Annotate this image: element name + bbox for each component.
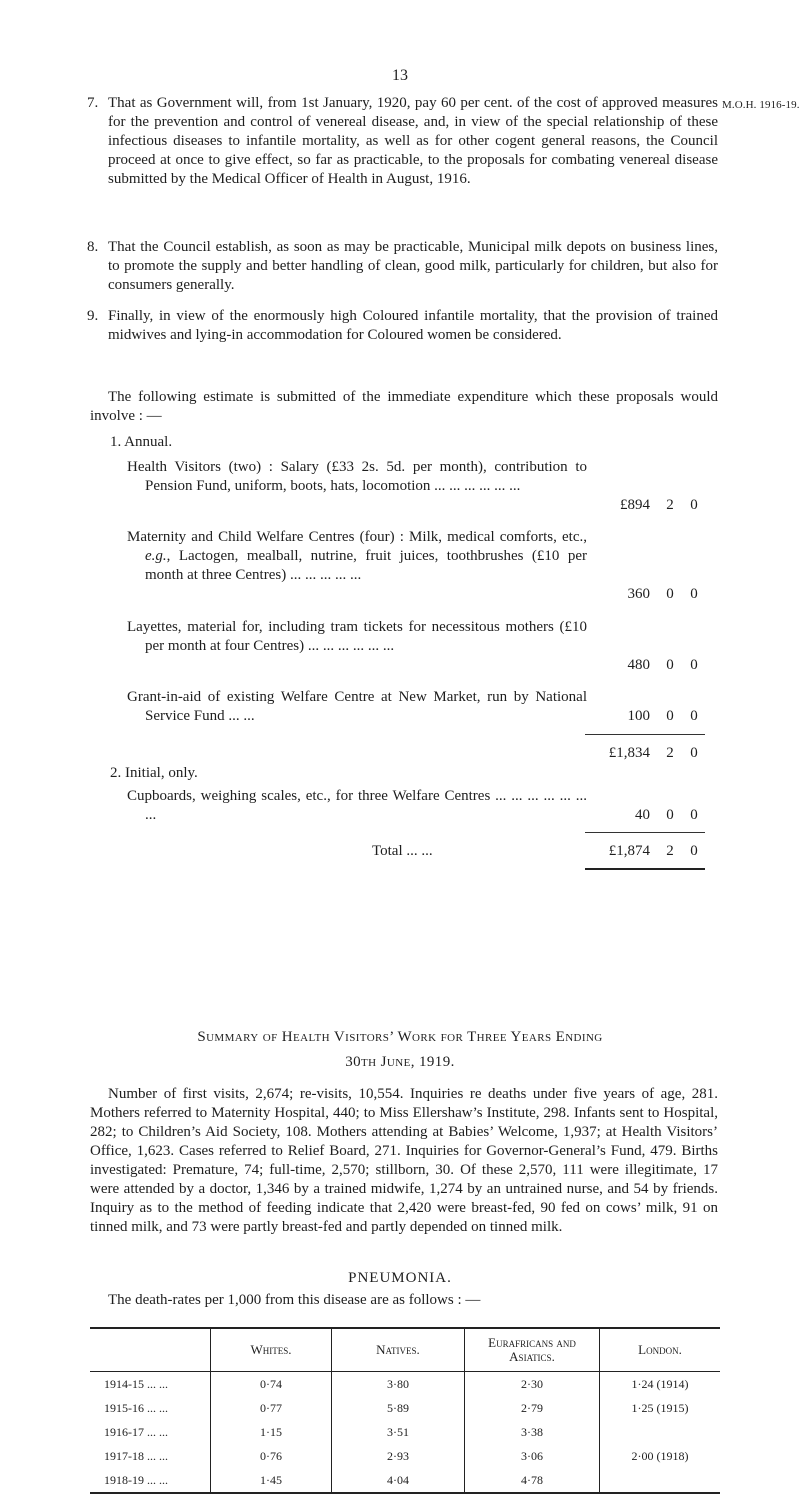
pence: 0 <box>690 657 698 673</box>
table-cell: 3·38 <box>465 1420 600 1444</box>
margin-note: M.O.H. 1916-19. <box>722 99 800 111</box>
table-cell: 2·93 <box>332 1444 465 1468</box>
total-rule <box>585 832 705 833</box>
table-cell: 5·89 <box>332 1396 465 1420</box>
recommendation-text: That as Government will, from 1st January, 1920, pay 60 per cent. of the cost of approved measures for the prevention and control of venereal disease, and, in view of the special relationship of these infectious diseases to infantile mortality, as well as for other cogent general reasons, the Council proceed at once to give effect, so far as practicable, to the proposals for combating venereal disease submitted by the Medical Officer of Health in August, 1916. <box>108 95 718 187</box>
recommendation-7 <box>87 94 718 189</box>
expense-item-health-visitors: Health Visitors (two) : Salary (£33 2s. 5d. per month), contribution to Pension Fund, uniform, boots, hats, locomotion ... ... ... ... ... ... <box>127 459 587 494</box>
table-cell: 0·76 <box>211 1444 332 1468</box>
table-cell <box>600 1420 721 1444</box>
shillings: 0 <box>666 586 674 602</box>
shillings: 0 <box>666 657 674 673</box>
table-cell: 3·06 <box>465 1444 600 1468</box>
recommendation-9 <box>87 307 718 345</box>
table-row <box>90 1372 720 1397</box>
pounds: £1,874 <box>608 843 650 859</box>
total-double-rule <box>585 868 705 870</box>
recommendation-text: That the Council establish, as soon as may be practicable, Municipal milk depots on business lines, to promote the supply and better handling of clean, good milk, particularly for children, but also for consumers generally. <box>108 239 718 293</box>
expense-item-welfare-centres: Maternity and Child Welfare Centres (four) : Milk, medical comforts, etc., e.g., Lactogen, mealball, nutrine, fruit juices, toothbrushes (£10 per month at three Centres) ... ... ... ... ... <box>127 529 587 583</box>
subtotal-rule <box>585 734 705 735</box>
shillings: 0 <box>666 708 674 724</box>
shillings: 2 <box>666 843 674 859</box>
table-cell: 1·25 (1915) <box>600 1396 721 1420</box>
recommendation-number: 8. <box>87 239 99 255</box>
table-row <box>90 1396 720 1420</box>
table-cell: 2·79 <box>465 1396 600 1420</box>
pence: 0 <box>690 807 698 823</box>
pneumonia-title: PNEUMONIA. <box>348 1270 452 1286</box>
column-header <box>90 1328 211 1372</box>
column-header: Natives. <box>332 1328 465 1372</box>
table-cell <box>600 1468 721 1493</box>
shillings: 2 <box>666 497 674 513</box>
pneumonia-death-rate-table <box>90 1327 720 1494</box>
shillings: 2 <box>666 745 674 761</box>
table-cell: 4·78 <box>465 1468 600 1493</box>
pence: 0 <box>690 745 698 761</box>
pounds: £1,834 <box>608 745 650 761</box>
column-header: London. <box>600 1328 721 1372</box>
estimate-intro: The following estimate is submitted of the immediate expenditure which these proposals would involve : — <box>90 389 718 424</box>
pounds: £894 <box>620 497 650 513</box>
table-cell: 1·45 <box>211 1468 332 1493</box>
table-header-row <box>90 1328 720 1372</box>
pence: 0 <box>690 843 698 859</box>
table-cell: 0·74 <box>211 1372 332 1397</box>
summary-text: Number of first visits, 2,674; re-visits, 10,554. Inquiries re deaths under five years of age, 281. Mothers referred to Maternity Hospital, 440; to Miss Ellershaw’s Institute, 298. Infants sent to Hospital, 282; to Children’s Aid Society, 108. Mothers attending at Babies’ Welcome, 1,937; at Health Visitors’ Office, 1,623. Cases referred to Relief Board, 271. Inquiries for Governor-General’s Fund, 479. Births investigated: Premature, 74; full-time, 2,570; stillborn, 30. Of these 2,570, 111 were illegitimate, 17 were attended by a doctor, 1,346 by a trained midwife, 1,274 by an untrained nurse, and 54 by friends. Inquiry as to the method of feeding indicate that 2,420 were breast-fed, 90 fed on cows’ milk, 91 on tinned milk, and 73 were partly breast-fed and partly depended on tinned milk. <box>90 1086 718 1235</box>
table-cell: 1917-18 ... ... <box>104 1448 168 1463</box>
pounds: 480 <box>627 657 650 673</box>
pounds: 40 <box>635 807 650 823</box>
pence: 0 <box>690 708 698 724</box>
total-label: Total ... ... <box>372 843 433 859</box>
initial-heading: 2. Initial, only. <box>110 765 198 781</box>
table-cell: 1·15 <box>211 1420 332 1444</box>
pounds: 100 <box>627 708 650 724</box>
table-cell: 1914-15 ... ... <box>104 1376 168 1391</box>
pneumonia-intro: The death-rates per 1,000 from this disease are as follows : — <box>108 1292 481 1308</box>
recommendation-text: Finally, in view of the enormously high Coloured infantile mortality, that the provision of trained midwives and lying-in accommodation for Coloured women be considered. <box>108 308 718 343</box>
table-row <box>90 1444 720 1468</box>
pence: 0 <box>690 586 698 602</box>
page-number: 13 <box>392 67 408 84</box>
table-cell: 1915-16 ... ... <box>104 1400 168 1415</box>
expense-item-layettes: Layettes, material for, including tram tickets for necessitous mothers (£10 per month at four Centres) ... ... ... ... ... ... <box>127 619 587 654</box>
table-cell: 3·80 <box>332 1372 465 1397</box>
table-cell: 1·24 (1914) <box>600 1372 721 1397</box>
expense-item-cupboards: Cupboards, weighing scales, etc., for three Welfare Centres ... ... ... ... ... ... ... <box>127 788 587 823</box>
table-cell: 2·30 <box>465 1372 600 1397</box>
table-cell: 1916-17 ... ... <box>104 1424 168 1439</box>
recommendation-number: 9. <box>87 308 99 324</box>
pounds: 360 <box>627 586 650 602</box>
table-row <box>90 1468 720 1493</box>
expense-item-grant-in-aid: Grant-in-aid of existing Welfare Centre at New Market, run by National Service Fund ... ... <box>127 689 587 724</box>
column-header: Eurafricans and Asiatics. <box>465 1328 600 1372</box>
table-cell: 0·77 <box>211 1396 332 1420</box>
annual-heading: 1. Annual. <box>110 434 173 450</box>
table-cell: 4·04 <box>332 1468 465 1493</box>
shillings: 0 <box>666 807 674 823</box>
recommendation-8 <box>87 238 718 295</box>
pence: 0 <box>690 497 698 513</box>
table-cell: 2·00 (1918) <box>600 1444 721 1468</box>
column-header: Whites. <box>211 1328 332 1372</box>
table-cell: 3·51 <box>332 1420 465 1444</box>
table-row <box>90 1420 720 1444</box>
table-cell: 1918-19 ... ... <box>90 1468 211 1493</box>
recommendation-number: 7. <box>87 95 99 111</box>
summary-title: Summary of Health Visitors’ Work for Three Years Ending 30th June, 1919. <box>197 1029 603 1070</box>
